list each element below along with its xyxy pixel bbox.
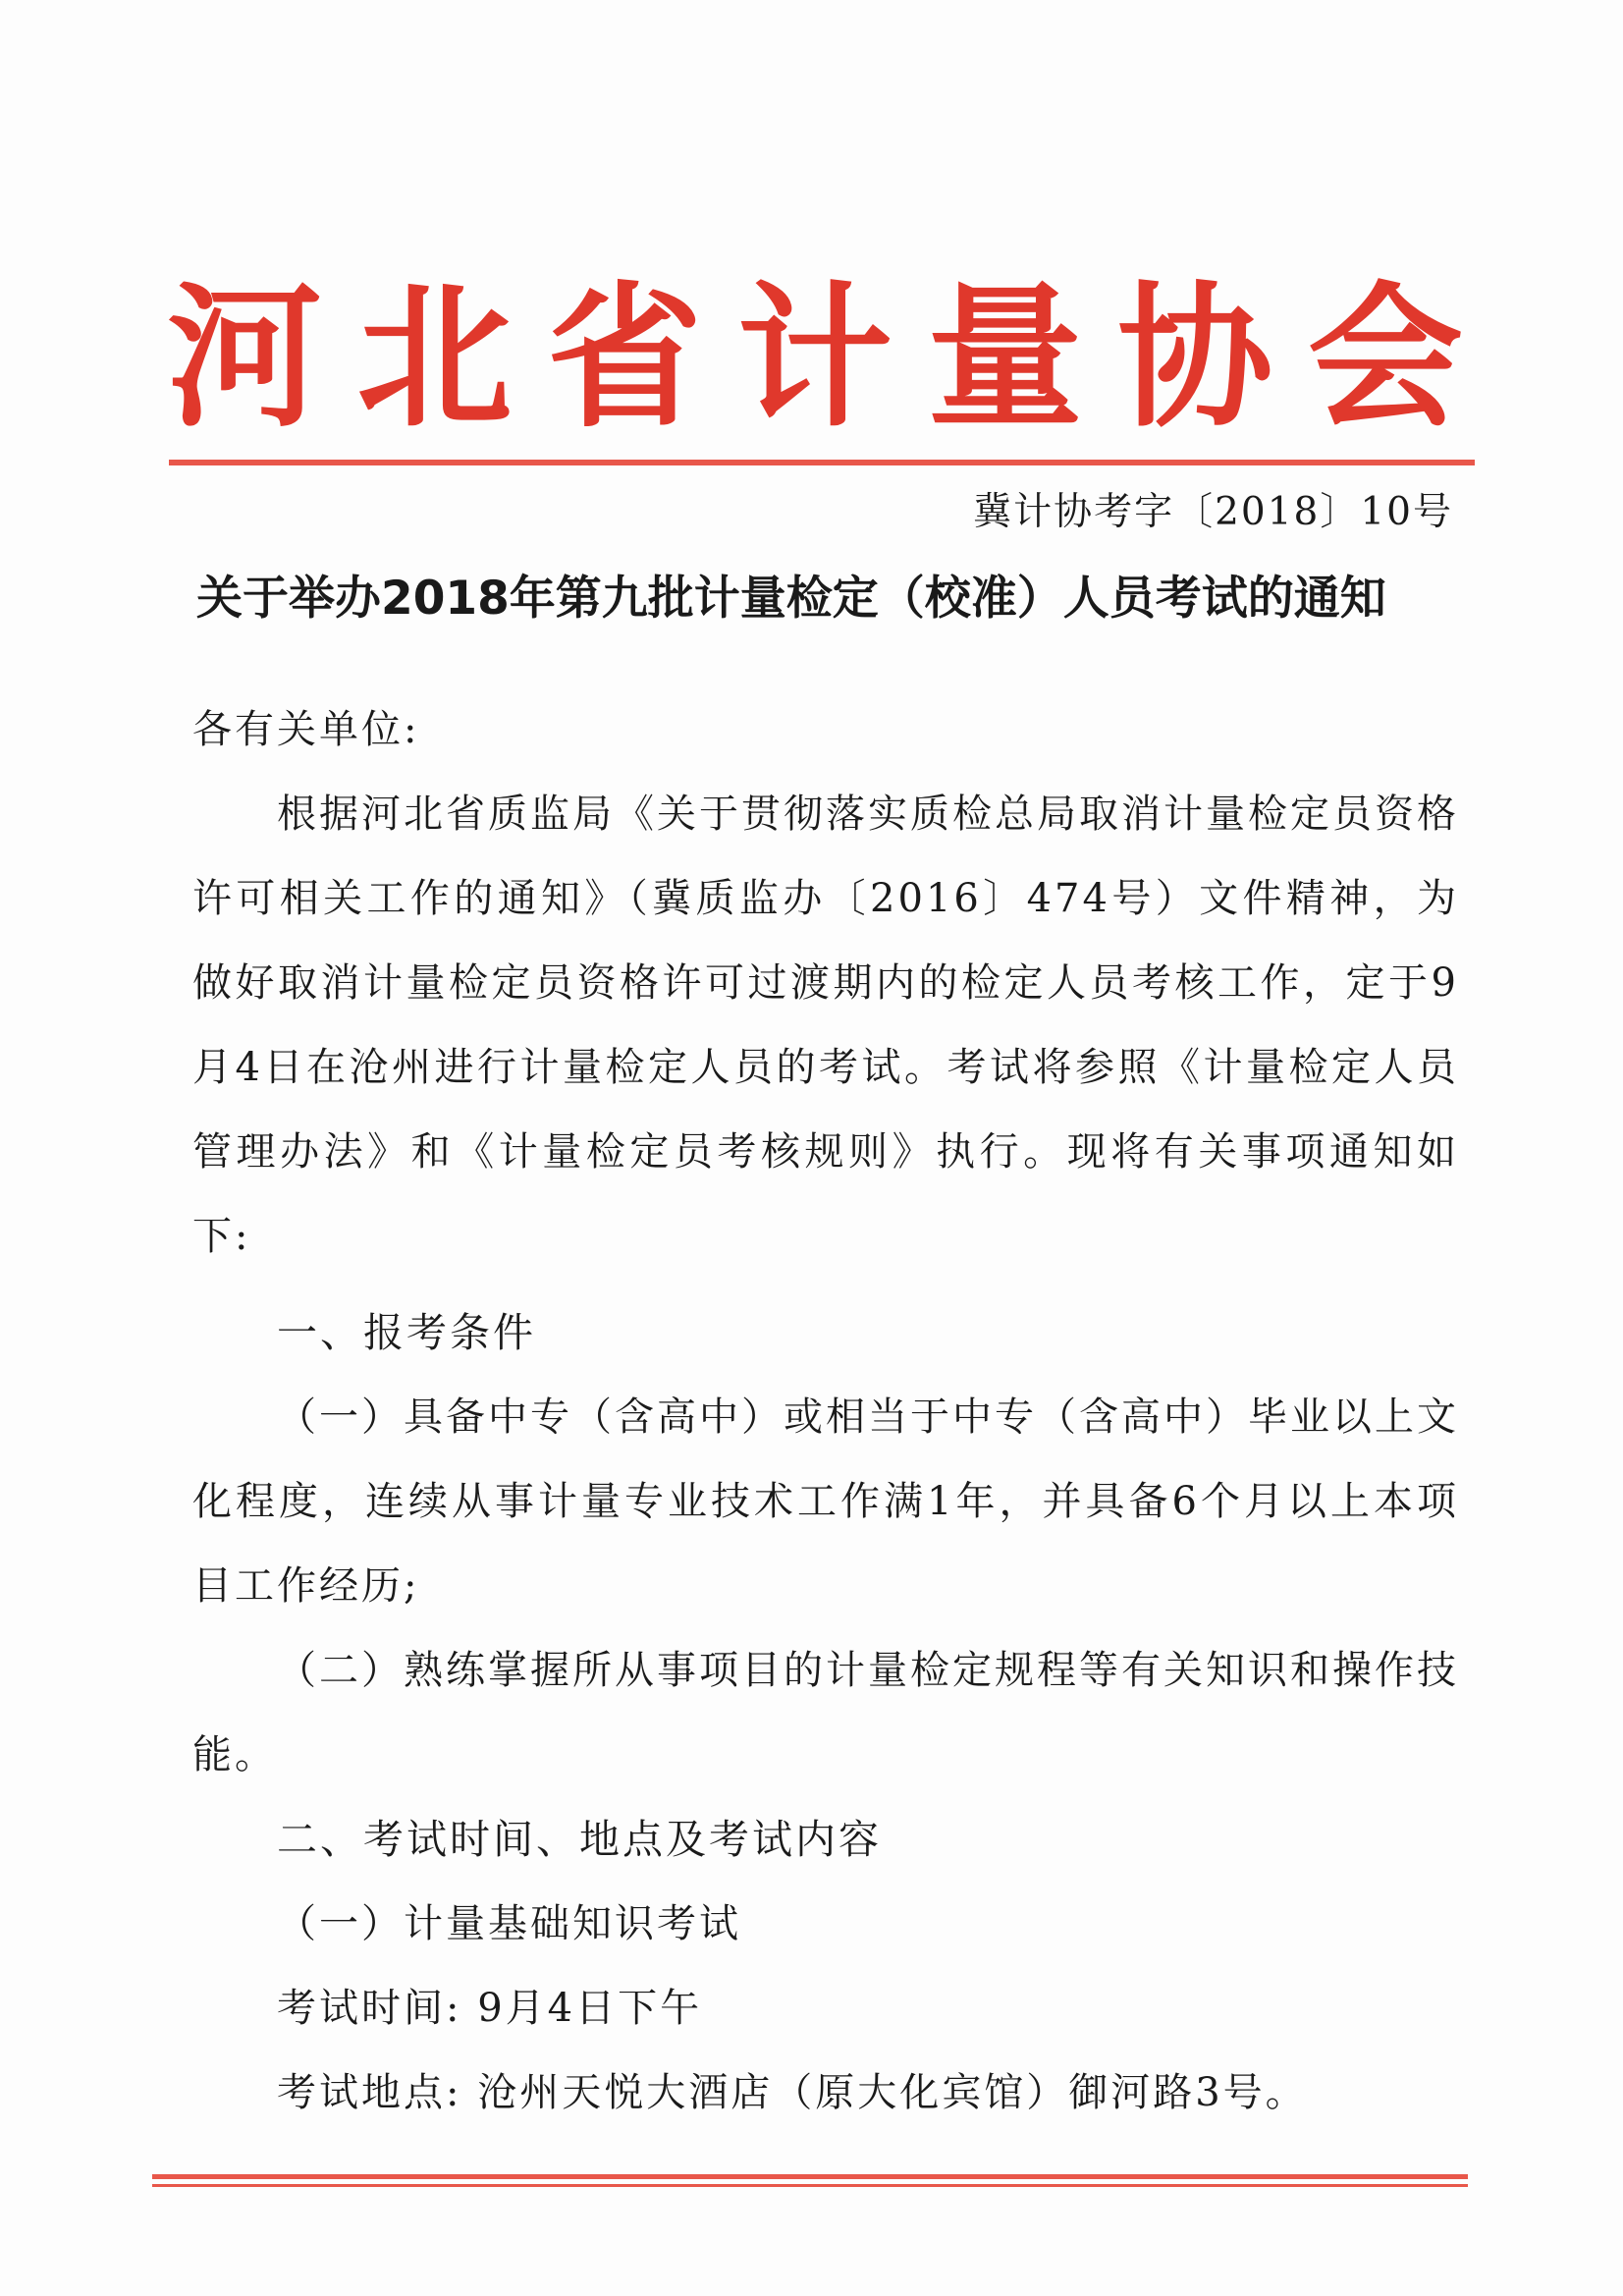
org-title-char: 河	[167, 267, 322, 449]
notice-title: 关于举办2018年第九批计量检定（校准）人员考试的通知	[196, 572, 1386, 626]
org-letterhead-title	[167, 265, 1463, 452]
org-title-char: 计	[736, 267, 893, 449]
header-divider	[169, 460, 1475, 465]
eligibility-item-2: （二）熟练掌握所从事项目的计量检定规程等有关知识和操作技能。	[192, 1648, 1459, 1777]
org-title-char: 会	[1307, 267, 1463, 449]
section-heading-exam-info: 二、考试时间、地点及考试内容	[277, 1816, 882, 1863]
salutation: 各有关单位:	[192, 707, 420, 752]
intro-paragraph: 根据河北省质监局《关于贯彻落实质检总局取消计量检定员资格许可相关工作的通知》（冀质监办〔2016〕474号）文件精神，为做好取消计量检定员资格许可过渡期内的检定人员考核工作，定于9月4日在沧州进行计量检定人员的考试。考试将参照《计量检定人员管理办法》和《计量检定员考核规则》执行。现将有关事项通知如下:	[192, 792, 1459, 1259]
eligibility-item-1: （一）具备中专（含高中）或相当于中专（含高中）毕业以上文化程度，连续从事计量专业技术工作满1年，并具备6个月以上本项目工作经历;	[192, 1394, 1459, 1609]
footer-divider	[152, 2174, 1468, 2179]
org-title-char: 北	[356, 267, 513, 449]
org-title-char: 量	[927, 267, 1083, 449]
org-title-char: 协	[1117, 267, 1273, 449]
exam-time: 考试时间: 9月4日下午	[277, 1986, 703, 2031]
org-title-char: 省	[547, 267, 703, 449]
section-heading-eligibility: 一、报考条件	[277, 1309, 536, 1356]
footer-divider-thin	[152, 2184, 1468, 2187]
document-number: 冀计协考字〔2018〕10号	[973, 490, 1453, 534]
exam-place: 考试地点: 沧州天悦大酒店（原大化宾馆）御河路3号。	[277, 2070, 1308, 2115]
exam-subsection-title: （一）计量基础知识考试	[277, 1901, 741, 1946]
